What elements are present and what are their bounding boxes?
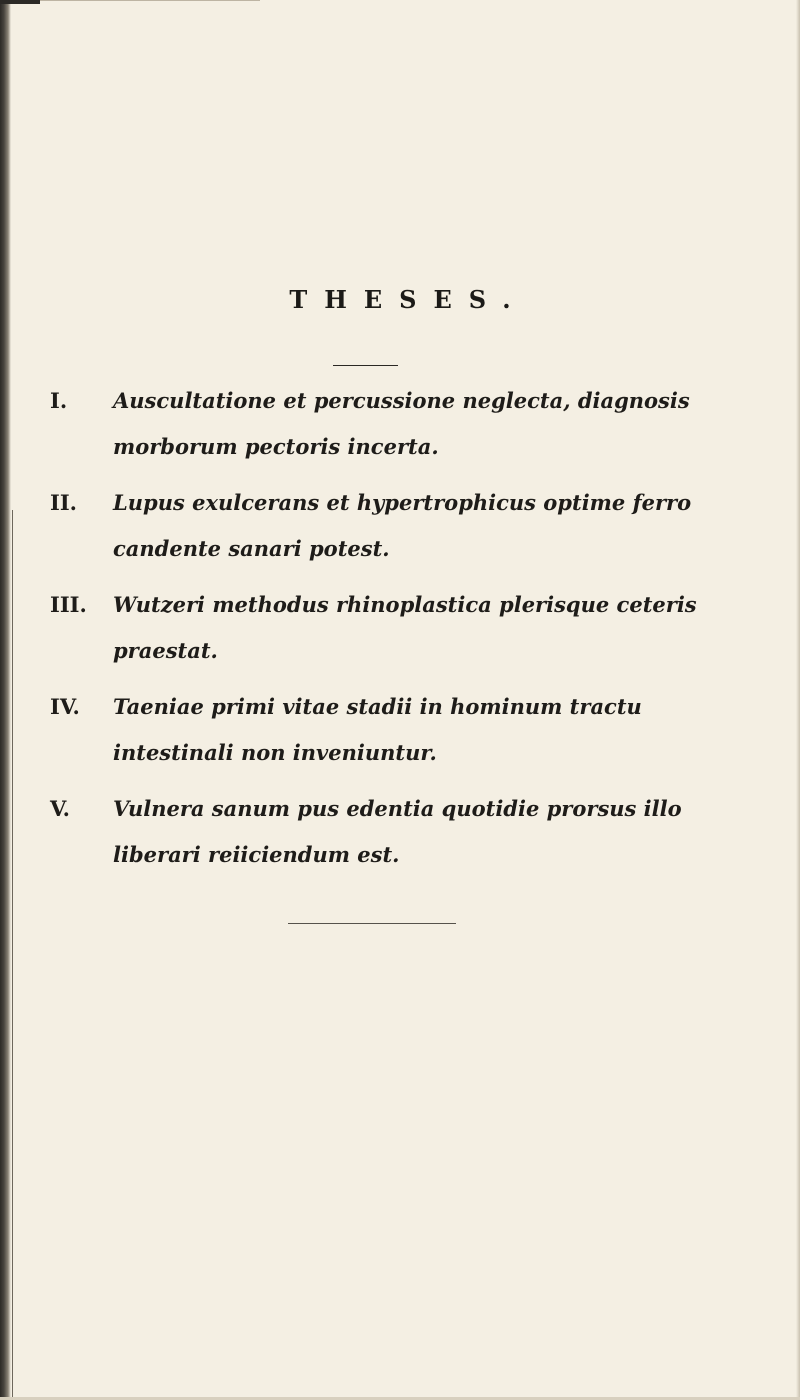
page-title: THESES. <box>289 285 528 314</box>
thesis-text: Lupus exulcerans et hypertrophicus optime ferro candente sanari potest. <box>113 490 692 561</box>
closing-rule <box>288 923 456 924</box>
thesis-numeral: IV. <box>50 694 80 719</box>
thesis-numeral: V. <box>50 796 70 821</box>
thesis-numeral: II. <box>50 490 77 515</box>
thesis-item <box>50 786 750 888</box>
thesis-text: Vulnera sanum pus edentia quotidie prorsus illo liberari reiiciendum est. <box>113 796 682 867</box>
thesis-item <box>50 684 750 786</box>
thesis-numeral: III. <box>50 592 87 617</box>
binding-edge <box>0 0 11 1400</box>
thesis-text: Wutzeri methodus rhinoplastica plerisque ceteris praestat. <box>113 592 697 663</box>
thesis-text: Taeniae primi vitae stadii in hominum tractu intestinali non inveniuntur. <box>113 694 642 765</box>
thesis-text: Auscultatione et percussione neglecta, diagnosis morborum pectoris incerta. <box>113 388 690 459</box>
thesis-item <box>50 378 750 480</box>
theses-list <box>50 378 750 888</box>
top-edge-mark <box>0 0 40 4</box>
binding-edge-line <box>12 510 13 1400</box>
title-rule <box>333 365 398 366</box>
thesis-item <box>50 480 750 582</box>
right-page-edge <box>796 0 800 1400</box>
thesis-numeral: I. <box>50 388 68 413</box>
top-edge-line <box>40 0 260 1</box>
thesis-item <box>50 582 750 684</box>
